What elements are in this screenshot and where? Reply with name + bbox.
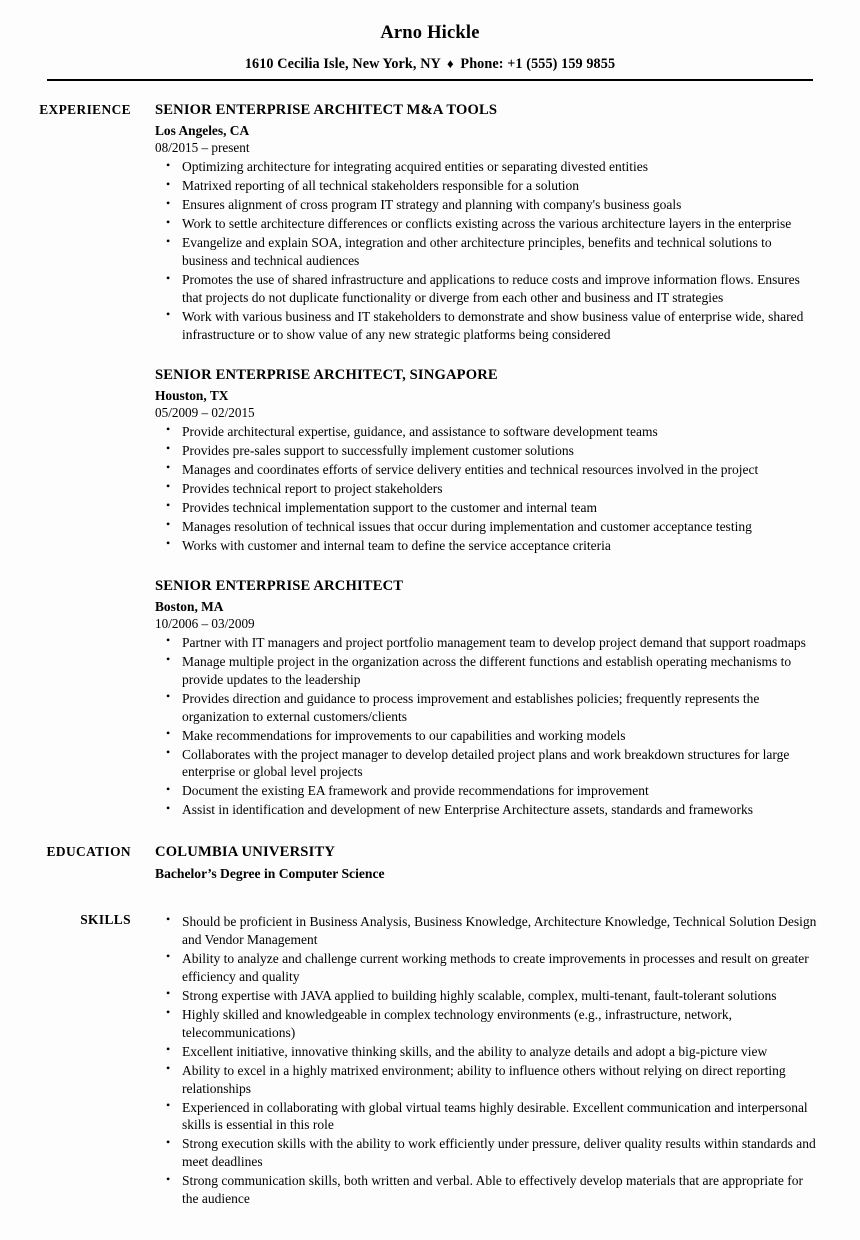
job-location: Los Angeles, CA [155, 123, 250, 139]
job-bullet: • Provides direction and guidance to process improvement and establishes policies; frequently represents the organization to external customers/clients [155, 690, 816, 726]
job-dates: 10/2006 – 03/2009 [155, 615, 255, 631]
job-bullet: • Provide architectural expertise, guidance, and assistance to software development teams [155, 423, 816, 441]
job-bullet: • Optimizing architecture for integrating acquired entities or separating divested entities [155, 158, 816, 176]
job-title: SENIOR ENTERPRISE ARCHITECT [155, 577, 404, 594]
job-bullet-list [155, 634, 816, 820]
job-bullet: • Provides technical implementation support to the customer and internal team [155, 499, 816, 517]
job-bullet: • Promotes the use of shared infrastructure and applications to reduce costs and improve information flows. Ensures that projects do not duplicate functionality or diverge from each other and business and IT strategies [155, 271, 816, 307]
contact-line [0, 56, 860, 73]
job-bullet: • Partner with IT managers and project portfolio management team to develop project demand that support roadmaps [155, 634, 816, 652]
experience-section-body [131, 101, 860, 819]
resume-header [0, 0, 860, 81]
job-bullet: • Manages and coordinates efforts of service delivery entities and technical resources involved in the project [155, 461, 816, 479]
job-entry [155, 366, 816, 555]
job-bullet: • Evangelize and explain SOA, integration and other architecture principles, benefits and technical solutions to business and technical audiences [155, 234, 816, 270]
skills-section [0, 911, 860, 1208]
skill-bullet: • Excellent initiative, innovative thinking skills, and the ability to analyze details and adopt a big-picture view [155, 1043, 820, 1061]
skills-section-body [131, 911, 860, 1208]
education-school: COLUMBIA UNIVERSITY [155, 844, 336, 861]
contact-address: 1610 Cecilia Isle, New York, NY [244, 56, 441, 73]
experience-section [0, 101, 860, 819]
job-bullet: • Work to settle architecture differences or conflicts existing across the various architecture layers in the enterprise [155, 215, 816, 233]
experience-section-label: EXPERIENCE [39, 102, 131, 118]
skills-bullet-list [155, 913, 820, 1208]
job-bullet: • Manage multiple project in the organization across the different functions and establish operating mechanisms to provide updates to the leadership [155, 653, 816, 689]
header-divider [47, 79, 813, 81]
job-bullet: • Document the existing EA framework and provide recommendations for improvement [155, 782, 816, 800]
education-degree: Bachelor’s Degree in Computer Science [155, 866, 385, 882]
job-bullet: • Matrixed reporting of all technical stakeholders responsible for a solution [155, 177, 816, 195]
skill-bullet: • Strong communication skills, both written and verbal. Able to effectively develop materials that are appropriate for the audience [155, 1172, 820, 1208]
education-section [0, 843, 860, 883]
job-title: SENIOR ENTERPRISE ARCHITECT M&A TOOLS [155, 102, 498, 119]
education-section-label: EDUCATION [46, 844, 131, 860]
job-bullet: • Provides technical report to project stakeholders [155, 480, 816, 498]
job-bullet: • Manages resolution of technical issues that occur during implementation and customer acceptance testing [155, 518, 816, 536]
job-entry [155, 577, 816, 820]
job-bullet-list [155, 423, 816, 555]
education-section-body [131, 843, 860, 883]
diamond-separator-icon: ♦ [447, 56, 454, 72]
job-bullet-list [155, 158, 816, 344]
job-location: Houston, TX [155, 388, 229, 404]
job-bullet: • Works with customer and internal team to define the service acceptance criteria [155, 537, 816, 555]
job-dates: 05/2009 – 02/2015 [155, 405, 255, 421]
skills-section-label: SKILLS [80, 911, 131, 927]
skill-bullet: • Strong expertise with JAVA applied to building highly scalable, complex, multi-tenant, fault-tolerant solutions [155, 987, 820, 1005]
job-bullet: • Ensures alignment of cross program IT strategy and planning with company's business goals [155, 196, 816, 214]
job-dates: 08/2015 – present [155, 140, 250, 156]
contact-phone: Phone: +1 (555) 159 9855 [460, 56, 616, 73]
skill-bullet: • Ability to analyze and challenge current working methods to create improvements in processes and result on greater efficiency and quality [155, 950, 820, 986]
skill-bullet: • Experienced in collaborating with global virtual teams highly desirable. Excellent communication and interpersonal skills is essential in this role [155, 1099, 820, 1135]
skill-bullet: • Strong execution skills with the ability to work efficiently under pressure, deliver quality results within standards and meet deadlines [155, 1135, 820, 1171]
job-bullet: • Make recommendations for improvements to our capabilities and working models [155, 727, 816, 745]
skill-bullet: • Should be proficient in Business Analysis, Business Knowledge, Architecture Knowledge, Technical Solution Design and Vendor Management [155, 913, 820, 949]
skill-bullet: • Highly skilled and knowledgeable in complex technology environments (e.g., infrastructure, network, telecommunications) [155, 1006, 820, 1042]
candidate-name: Arno Hickle [380, 23, 480, 43]
job-bullet: • Assist in identification and development of new Enterprise Architecture assets, standards and frameworks [155, 801, 816, 819]
job-bullet: • Work with various business and IT stakeholders to demonstrate and show business value of enterprise wide, shared infrastructure or to show value of any new strategic platforms being considered [155, 308, 816, 344]
job-location: Boston, MA [155, 598, 224, 614]
job-bullet: • Collaborates with the project manager to develop detailed project plans and work breakdown structures for large enterprise or global level projects [155, 746, 816, 782]
job-bullet: • Provides pre-sales support to successfully implement customer solutions [155, 442, 816, 460]
skill-bullet: • Ability to excel in a highly matrixed environment; ability to influence others without relying on direct reporting relationships [155, 1062, 820, 1098]
job-entry [155, 101, 816, 344]
job-title: SENIOR ENTERPRISE ARCHITECT, SINGAPORE [155, 366, 498, 383]
